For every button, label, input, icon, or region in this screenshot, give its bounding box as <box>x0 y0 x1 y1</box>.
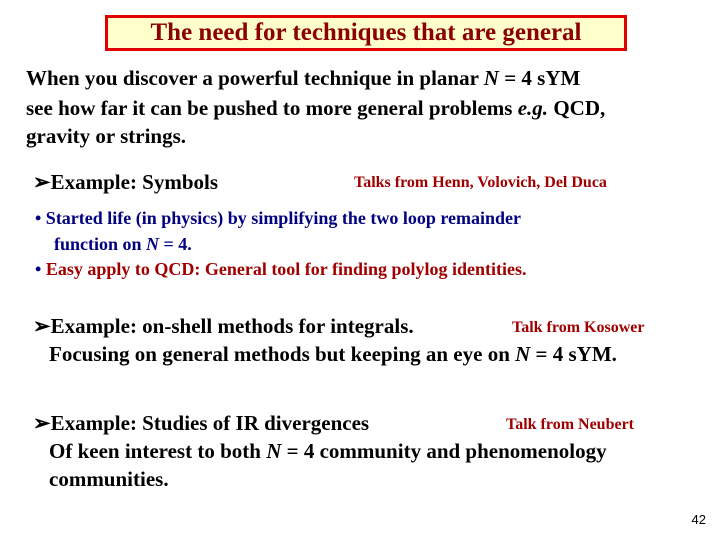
ir-line-3: communities. <box>49 467 169 491</box>
intro-line-3: gravity or strings. <box>26 124 187 148</box>
ir-talk: Talk from Neubert <box>506 416 634 433</box>
intro-line-2: see how far it can be pushed to more general problems e.g. QCD, <box>26 96 606 120</box>
arrow-bullet-icon: ➢ <box>33 314 51 338</box>
symbols-bullet-2: • Easy apply to QCD: General tool for finding polylog identities. <box>35 259 527 279</box>
page-number: 42 <box>691 512 706 527</box>
symbols-talks: Talks from Henn, Volovich, Del Duca <box>354 174 607 191</box>
arrow-bullet-icon: ➢ <box>33 411 51 435</box>
intro-line-1: When you discover a powerful technique in planar N = 4 sYM <box>26 66 581 90</box>
symbols-bullet-1-cont: function on N = 4. <box>54 234 192 254</box>
symbols-bullet-1: • Started life (in physics) by simplifying the two loop remainder <box>35 208 521 228</box>
onshell-heading: ➢Example: on-shell methods for integrals. <box>33 314 414 338</box>
ir-heading: ➢Example: Studies of IR divergences <box>33 411 370 435</box>
symbols-heading: ➢Example: Symbols <box>33 170 219 194</box>
slide-title: The need for techniques that are general <box>150 19 582 46</box>
ir-line-2: Of keen interest to both N = 4 community and phenomenology <box>49 439 607 463</box>
arrow-bullet-icon: ➢ <box>33 170 51 194</box>
onshell-talk: Talk from Kosower <box>512 319 645 336</box>
onshell-line-2: Focusing on general methods but keeping an eye on N = 4 sYM. <box>49 342 617 366</box>
